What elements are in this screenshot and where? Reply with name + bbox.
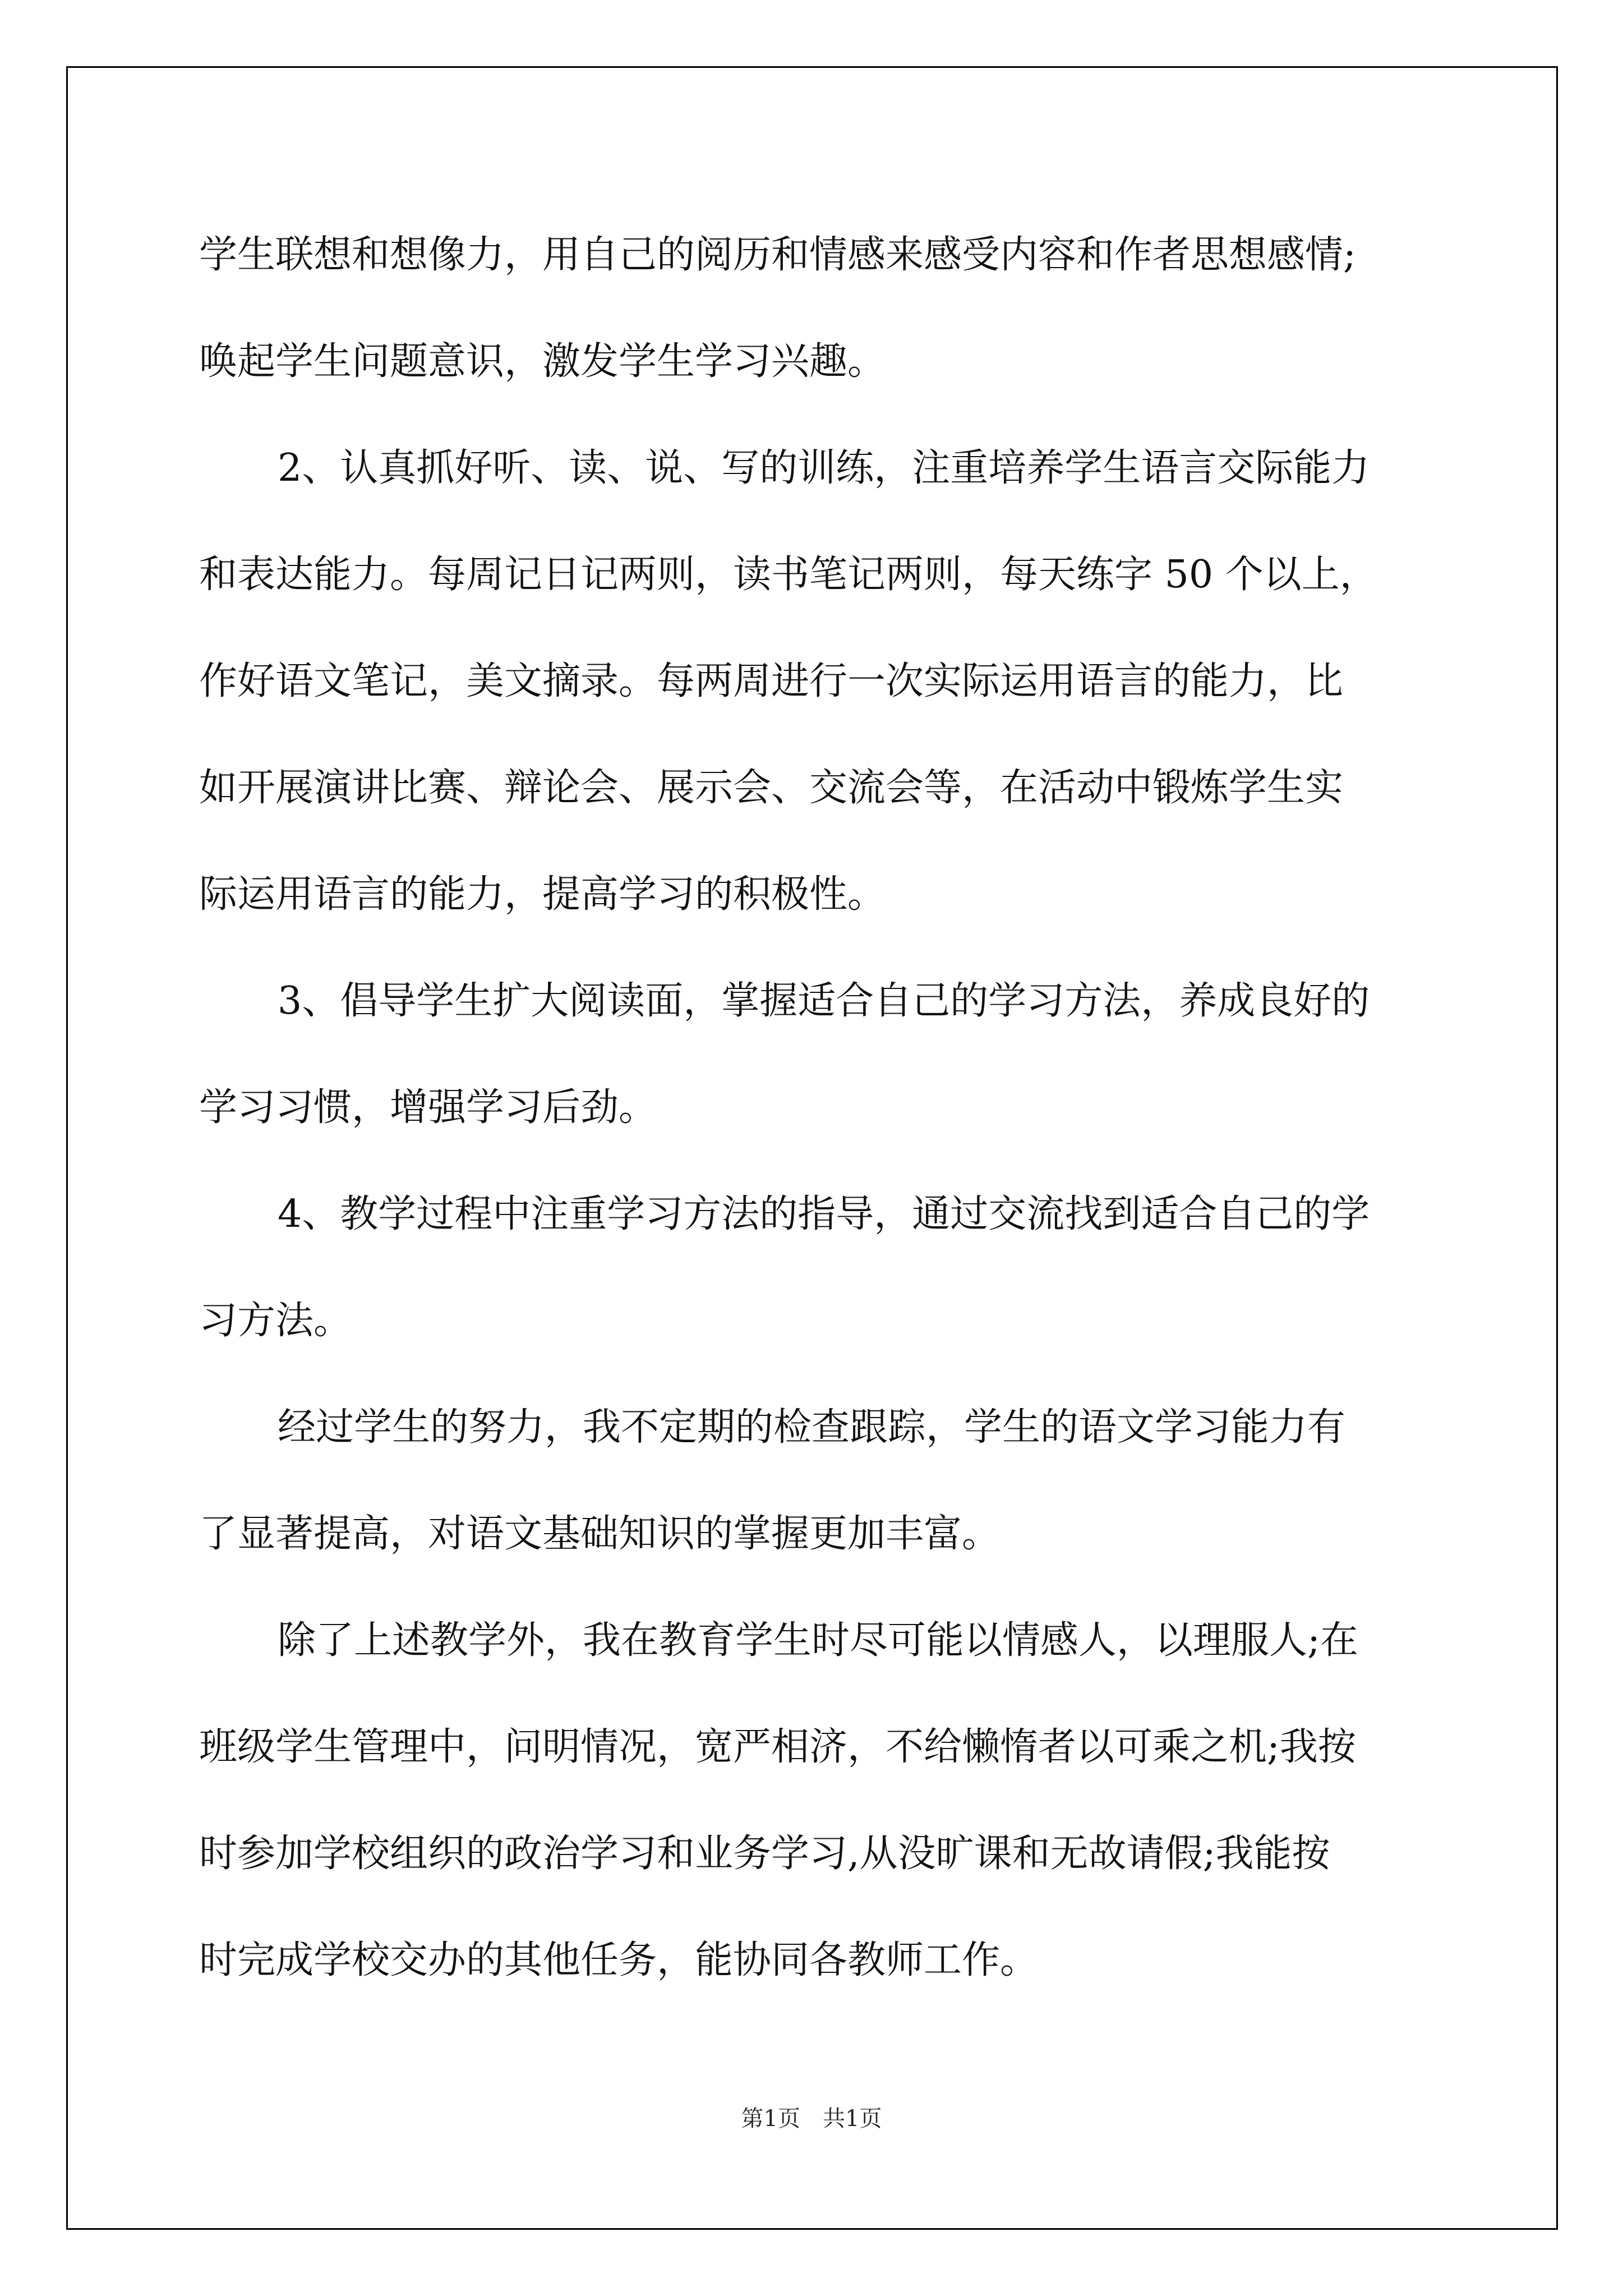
paragraph-item-4: [199, 1161, 1433, 1374]
text-line: 经过学生的努力，我不定期的检查跟踪，学生的语文学习能力有: [278, 1405, 1346, 1450]
text-line: 时参加学校组织的政治学习和业务学习,从没旷课和无故请假;我能按: [199, 1832, 1330, 1876]
page-number-footer: 第1页 共1页: [741, 2106, 882, 2132]
text-line: 学生联想和想像力，用自己的阅历和情感来感受内容和作者思想感情;: [199, 233, 1356, 277]
paragraph-result: [199, 1374, 1433, 1588]
text-line: 2、认真抓好听、读、说、写的训练，注重培养学生语言交际能力: [278, 446, 1370, 490]
paragraph-item-3: [199, 948, 1433, 1161]
text-line: 除了上述教学外，我在教育学生时尽可能以情感人，以理服人;在: [278, 1618, 1358, 1663]
text-line: 唤起学生问题意识，激发学生学习兴趣。: [199, 339, 886, 384]
text-line: 时完成学校交办的其他任务，能协同各教师工作。: [199, 1938, 1039, 1982]
text-line: 如开展演讲比赛、辩论会、展示会、交流会等，在活动中锻炼学生实: [199, 766, 1344, 810]
text-line: 4、教学过程中注重学习方法的指导，通过交流找到适合自己的学: [278, 1192, 1370, 1236]
text-line: 和表达能力。每周记日记两则，读书笔记两则，每天练字 50 个以上，: [199, 553, 1378, 597]
paragraph-conduct: [199, 1588, 1433, 2014]
text-line: 班级学生管理中，问明情况，宽严相济，不给懒惰者以可乘之机;我按: [199, 1725, 1356, 1769]
document-body: [199, 202, 1433, 2014]
paragraph-continuation: [199, 202, 1433, 415]
text-line: 学习习惯，增强学习后劲。: [199, 1085, 657, 1130]
text-line: 习方法。: [199, 1299, 352, 1343]
text-line: 作好语文笔记，美文摘录。每两周进行一次实际运用语言的能力，比: [199, 659, 1344, 703]
text-line: 了显著提高，对语文基础知识的掌握更加丰富。: [199, 1512, 1000, 1556]
text-line: 际运用语言的能力，提高学习的积极性。: [199, 872, 886, 917]
text-line: 3、倡导学生扩大阅读面，掌握适合自己的学习方法，养成良好的: [278, 979, 1370, 1023]
paragraph-item-2: [199, 415, 1433, 948]
